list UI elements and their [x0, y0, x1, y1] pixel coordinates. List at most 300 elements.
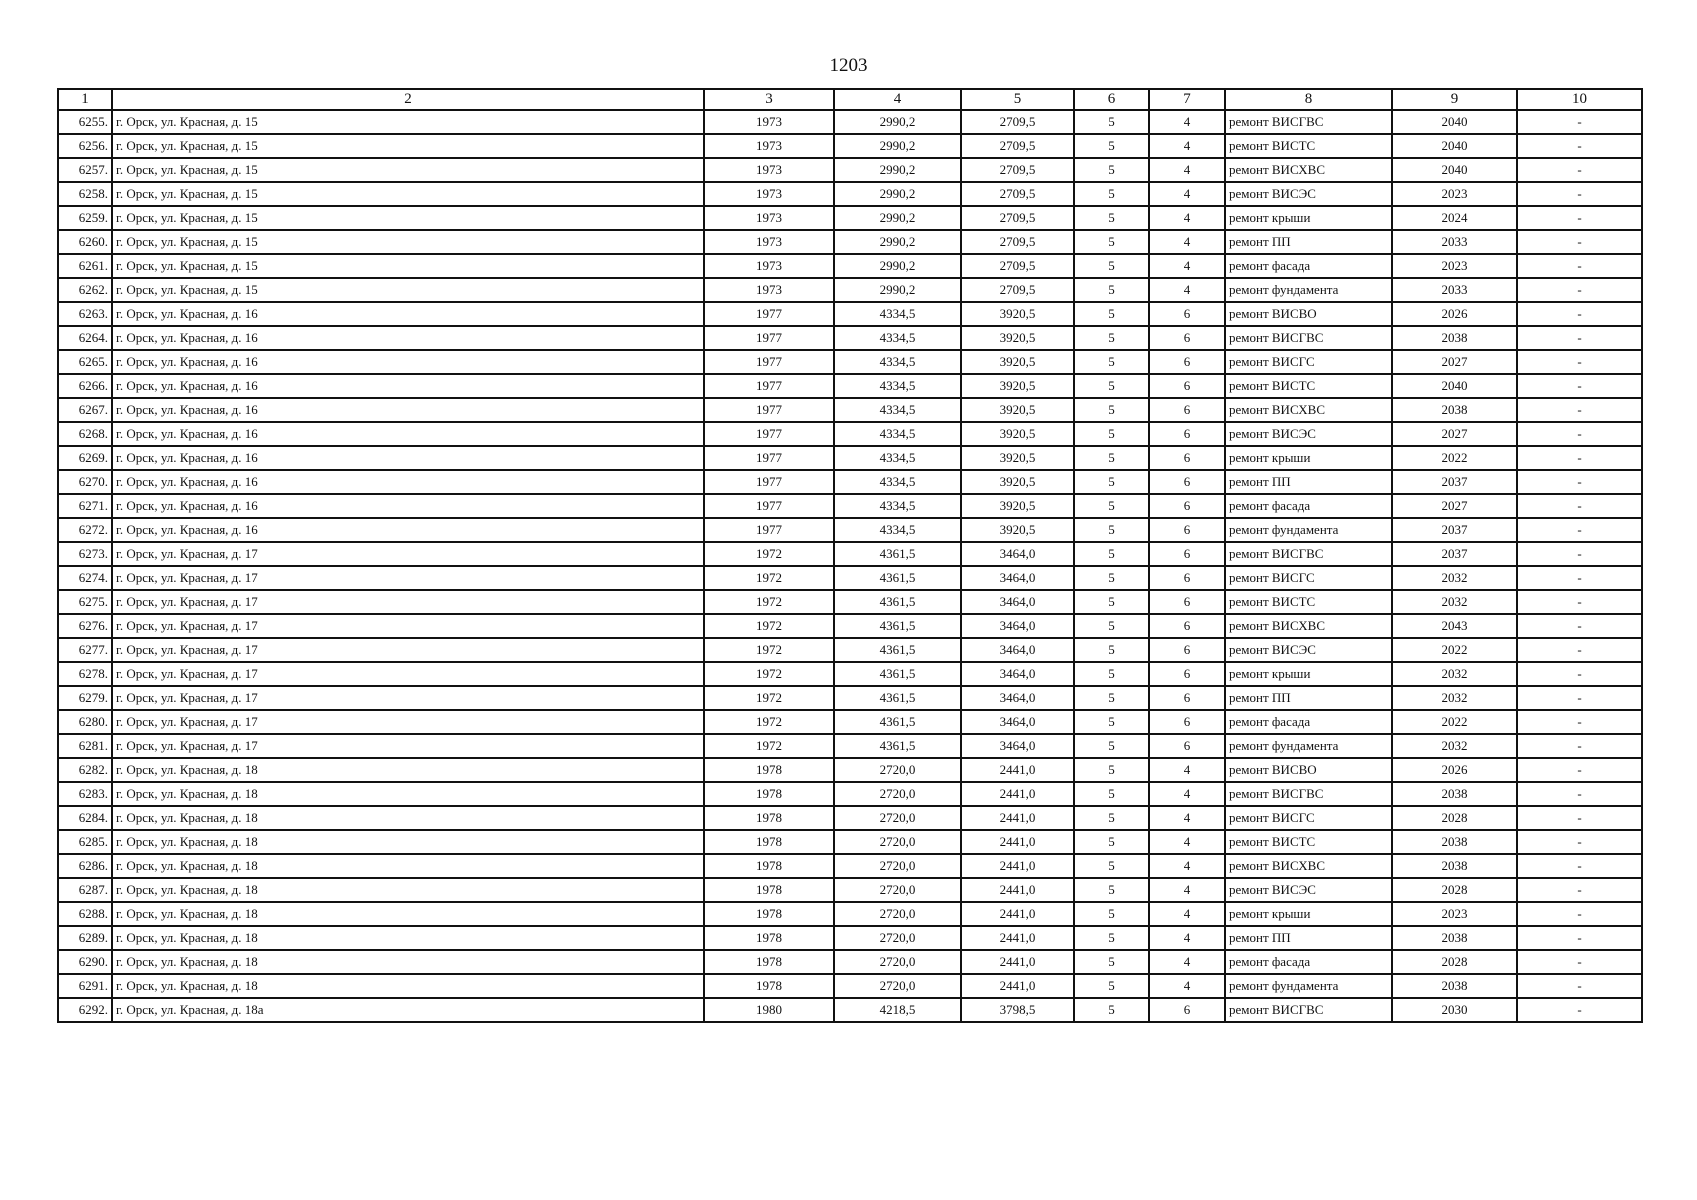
cell-year-built: 1977	[704, 302, 834, 326]
cell-living-area: 2441,0	[961, 950, 1074, 974]
cell-work-type: ремонт ВИСХВС	[1225, 158, 1392, 182]
cell-floors: 5	[1074, 662, 1149, 686]
cell-entrances: 4	[1149, 182, 1225, 206]
cell-total-area: 4361,5	[834, 662, 961, 686]
cell-year-built: 1972	[704, 590, 834, 614]
table-row	[58, 518, 1642, 542]
cell-row-number: 6273.	[58, 542, 112, 566]
cell-planned-year: 2033	[1392, 230, 1517, 254]
cell-total-area: 4334,5	[834, 350, 961, 374]
table-row	[58, 854, 1642, 878]
cell-planned-year: 2040	[1392, 110, 1517, 134]
cell-work-type: ремонт фундамента	[1225, 974, 1392, 998]
cell-entrances: 4	[1149, 206, 1225, 230]
cell-total-area: 4218,5	[834, 998, 961, 1022]
cell-note: -	[1517, 278, 1642, 302]
cell-note: -	[1517, 398, 1642, 422]
cell-row-number: 6264.	[58, 326, 112, 350]
cell-floors: 5	[1074, 782, 1149, 806]
cell-year-built: 1972	[704, 638, 834, 662]
cell-year-built: 1977	[704, 446, 834, 470]
cell-year-built: 1977	[704, 374, 834, 398]
cell-address: г. Орск, ул. Красная, д. 16	[112, 398, 704, 422]
cell-note: -	[1517, 662, 1642, 686]
cell-work-type: ремонт ПП	[1225, 926, 1392, 950]
cell-address: г. Орск, ул. Красная, д. 17	[112, 590, 704, 614]
cell-planned-year: 2023	[1392, 254, 1517, 278]
cell-entrances: 6	[1149, 614, 1225, 638]
cell-work-type: ремонт крыши	[1225, 446, 1392, 470]
column-header-10: 10	[1517, 89, 1642, 110]
cell-total-area: 2990,2	[834, 134, 961, 158]
cell-address: г. Орск, ул. Красная, д. 15	[112, 134, 704, 158]
cell-entrances: 6	[1149, 662, 1225, 686]
cell-year-built: 1977	[704, 422, 834, 446]
cell-row-number: 6275.	[58, 590, 112, 614]
cell-entrances: 6	[1149, 686, 1225, 710]
cell-living-area: 2441,0	[961, 902, 1074, 926]
cell-work-type: ремонт ВИСГС	[1225, 806, 1392, 830]
cell-planned-year: 2024	[1392, 206, 1517, 230]
cell-year-built: 1973	[704, 278, 834, 302]
cell-year-built: 1978	[704, 878, 834, 902]
cell-work-type: ремонт фасада	[1225, 494, 1392, 518]
cell-entrances: 4	[1149, 830, 1225, 854]
cell-address: г. Орск, ул. Красная, д. 16	[112, 302, 704, 326]
cell-note: -	[1517, 758, 1642, 782]
cell-row-number: 6280.	[58, 710, 112, 734]
cell-entrances: 6	[1149, 302, 1225, 326]
cell-address: г. Орск, ул. Красная, д. 16	[112, 518, 704, 542]
table-row	[58, 374, 1642, 398]
table-row	[58, 782, 1642, 806]
cell-note: -	[1517, 422, 1642, 446]
column-header-4: 4	[834, 89, 961, 110]
cell-floors: 5	[1074, 902, 1149, 926]
cell-living-area: 3464,0	[961, 662, 1074, 686]
cell-work-type: ремонт крыши	[1225, 902, 1392, 926]
cell-work-type: ремонт ВИСТС	[1225, 134, 1392, 158]
cell-planned-year: 2038	[1392, 782, 1517, 806]
cell-entrances: 4	[1149, 254, 1225, 278]
cell-living-area: 2709,5	[961, 278, 1074, 302]
cell-work-type: ремонт фасада	[1225, 254, 1392, 278]
cell-address: г. Орск, ул. Красная, д. 18	[112, 830, 704, 854]
cell-address: г. Орск, ул. Красная, д. 18а	[112, 998, 704, 1022]
cell-note: -	[1517, 494, 1642, 518]
cell-floors: 5	[1074, 494, 1149, 518]
cell-work-type: ремонт фундамента	[1225, 518, 1392, 542]
cell-address: г. Орск, ул. Красная, д. 17	[112, 566, 704, 590]
cell-address: г. Орск, ул. Красная, д. 18	[112, 854, 704, 878]
table-row	[58, 878, 1642, 902]
cell-living-area: 3920,5	[961, 326, 1074, 350]
cell-entrances: 6	[1149, 374, 1225, 398]
cell-living-area: 3798,5	[961, 998, 1074, 1022]
cell-living-area: 3920,5	[961, 422, 1074, 446]
cell-total-area: 2720,0	[834, 806, 961, 830]
cell-note: -	[1517, 878, 1642, 902]
cell-entrances: 4	[1149, 854, 1225, 878]
cell-work-type: ремонт фундамента	[1225, 734, 1392, 758]
cell-work-type: ремонт ВИСТС	[1225, 830, 1392, 854]
table-row	[58, 926, 1642, 950]
cell-address: г. Орск, ул. Красная, д. 17	[112, 542, 704, 566]
cell-planned-year: 2027	[1392, 494, 1517, 518]
cell-living-area: 3464,0	[961, 614, 1074, 638]
cell-entrances: 6	[1149, 638, 1225, 662]
cell-address: г. Орск, ул. Красная, д. 15	[112, 254, 704, 278]
cell-note: -	[1517, 182, 1642, 206]
cell-planned-year: 2027	[1392, 422, 1517, 446]
cell-year-built: 1978	[704, 854, 834, 878]
cell-total-area: 2720,0	[834, 950, 961, 974]
cell-living-area: 2441,0	[961, 758, 1074, 782]
cell-year-built: 1977	[704, 326, 834, 350]
cell-planned-year: 2038	[1392, 974, 1517, 998]
cell-note: -	[1517, 614, 1642, 638]
column-header-1: 1	[58, 89, 112, 110]
cell-entrances: 6	[1149, 326, 1225, 350]
cell-address: г. Орск, ул. Красная, д. 16	[112, 350, 704, 374]
cell-work-type: ремонт ПП	[1225, 686, 1392, 710]
cell-living-area: 2709,5	[961, 134, 1074, 158]
cell-total-area: 4361,5	[834, 710, 961, 734]
cell-living-area: 3920,5	[961, 350, 1074, 374]
cell-living-area: 2709,5	[961, 206, 1074, 230]
cell-living-area: 2709,5	[961, 182, 1074, 206]
cell-entrances: 4	[1149, 902, 1225, 926]
cell-entrances: 4	[1149, 878, 1225, 902]
cell-planned-year: 2037	[1392, 470, 1517, 494]
cell-work-type: ремонт крыши	[1225, 206, 1392, 230]
cell-row-number: 6260.	[58, 230, 112, 254]
repair-schedule-table	[57, 88, 1643, 1023]
cell-entrances: 4	[1149, 134, 1225, 158]
cell-note: -	[1517, 206, 1642, 230]
cell-work-type: ремонт фундамента	[1225, 278, 1392, 302]
cell-year-built: 1978	[704, 950, 834, 974]
cell-work-type: ремонт крыши	[1225, 662, 1392, 686]
cell-total-area: 4334,5	[834, 494, 961, 518]
cell-living-area: 3920,5	[961, 518, 1074, 542]
cell-floors: 5	[1074, 566, 1149, 590]
cell-year-built: 1978	[704, 782, 834, 806]
cell-total-area: 2990,2	[834, 206, 961, 230]
cell-floors: 5	[1074, 734, 1149, 758]
cell-row-number: 6258.	[58, 182, 112, 206]
cell-note: -	[1517, 446, 1642, 470]
cell-note: -	[1517, 470, 1642, 494]
cell-row-number: 6287.	[58, 878, 112, 902]
cell-address: г. Орск, ул. Красная, д. 18	[112, 782, 704, 806]
cell-planned-year: 2026	[1392, 302, 1517, 326]
cell-planned-year: 2037	[1392, 542, 1517, 566]
cell-floors: 5	[1074, 614, 1149, 638]
cell-note: -	[1517, 590, 1642, 614]
cell-floors: 5	[1074, 230, 1149, 254]
table-row	[58, 158, 1642, 182]
cell-floors: 5	[1074, 542, 1149, 566]
cell-floors: 5	[1074, 278, 1149, 302]
cell-planned-year: 2023	[1392, 182, 1517, 206]
cell-note: -	[1517, 806, 1642, 830]
cell-year-built: 1972	[704, 662, 834, 686]
cell-row-number: 6261.	[58, 254, 112, 278]
cell-living-area: 2441,0	[961, 782, 1074, 806]
table-row	[58, 806, 1642, 830]
cell-row-number: 6266.	[58, 374, 112, 398]
cell-note: -	[1517, 950, 1642, 974]
cell-planned-year: 2030	[1392, 998, 1517, 1022]
table-row	[58, 974, 1642, 998]
cell-entrances: 6	[1149, 566, 1225, 590]
table-row	[58, 110, 1642, 134]
cell-row-number: 6257.	[58, 158, 112, 182]
cell-row-number: 6283.	[58, 782, 112, 806]
cell-floors: 5	[1074, 830, 1149, 854]
cell-total-area: 2990,2	[834, 278, 961, 302]
cell-row-number: 6267.	[58, 398, 112, 422]
column-header-7: 7	[1149, 89, 1225, 110]
cell-entrances: 6	[1149, 350, 1225, 374]
cell-work-type: ремонт ВИСТС	[1225, 590, 1392, 614]
table-row	[58, 614, 1642, 638]
cell-floors: 5	[1074, 182, 1149, 206]
cell-row-number: 6284.	[58, 806, 112, 830]
cell-living-area: 3464,0	[961, 590, 1074, 614]
table-row	[58, 662, 1642, 686]
cell-row-number: 6286.	[58, 854, 112, 878]
column-header-6: 6	[1074, 89, 1149, 110]
cell-total-area: 2720,0	[834, 902, 961, 926]
cell-planned-year: 2028	[1392, 950, 1517, 974]
table-row	[58, 542, 1642, 566]
cell-note: -	[1517, 254, 1642, 278]
cell-note: -	[1517, 734, 1642, 758]
cell-note: -	[1517, 350, 1642, 374]
cell-floors: 5	[1074, 998, 1149, 1022]
cell-entrances: 4	[1149, 782, 1225, 806]
cell-row-number: 6291.	[58, 974, 112, 998]
cell-floors: 5	[1074, 350, 1149, 374]
cell-total-area: 4334,5	[834, 326, 961, 350]
table-row	[58, 830, 1642, 854]
cell-entrances: 4	[1149, 758, 1225, 782]
column-header-5: 5	[961, 89, 1074, 110]
cell-total-area: 2990,2	[834, 158, 961, 182]
cell-note: -	[1517, 302, 1642, 326]
cell-work-type: ремонт ВИСГВС	[1225, 542, 1392, 566]
cell-living-area: 3464,0	[961, 542, 1074, 566]
cell-work-type: ремонт фасада	[1225, 710, 1392, 734]
cell-floors: 5	[1074, 206, 1149, 230]
table-row	[58, 278, 1642, 302]
cell-entrances: 6	[1149, 518, 1225, 542]
cell-year-built: 1978	[704, 926, 834, 950]
cell-row-number: 6281.	[58, 734, 112, 758]
cell-living-area: 3920,5	[961, 302, 1074, 326]
page-number: 1203	[829, 55, 868, 76]
cell-planned-year: 2037	[1392, 518, 1517, 542]
cell-note: -	[1517, 926, 1642, 950]
cell-row-number: 6278.	[58, 662, 112, 686]
cell-row-number: 6289.	[58, 926, 112, 950]
cell-note: -	[1517, 686, 1642, 710]
cell-work-type: ремонт ВИСГС	[1225, 566, 1392, 590]
cell-total-area: 4334,5	[834, 518, 961, 542]
cell-row-number: 6271.	[58, 494, 112, 518]
cell-floors: 5	[1074, 374, 1149, 398]
cell-row-number: 6263.	[58, 302, 112, 326]
cell-year-built: 1977	[704, 518, 834, 542]
table-row	[58, 638, 1642, 662]
cell-total-area: 4334,5	[834, 374, 961, 398]
cell-year-built: 1972	[704, 734, 834, 758]
cell-living-area: 2709,5	[961, 158, 1074, 182]
table-row	[58, 686, 1642, 710]
cell-row-number: 6279.	[58, 686, 112, 710]
cell-floors: 5	[1074, 110, 1149, 134]
cell-year-built: 1977	[704, 350, 834, 374]
cell-work-type: ремонт ВИСХВС	[1225, 614, 1392, 638]
cell-address: г. Орск, ул. Красная, д. 16	[112, 470, 704, 494]
cell-note: -	[1517, 134, 1642, 158]
cell-work-type: ремонт ВИСТС	[1225, 374, 1392, 398]
cell-planned-year: 2032	[1392, 662, 1517, 686]
cell-note: -	[1517, 710, 1642, 734]
cell-entrances: 6	[1149, 998, 1225, 1022]
cell-row-number: 6276.	[58, 614, 112, 638]
cell-living-area: 2441,0	[961, 974, 1074, 998]
cell-year-built: 1980	[704, 998, 834, 1022]
cell-planned-year: 2040	[1392, 134, 1517, 158]
table-row	[58, 590, 1642, 614]
cell-address: г. Орск, ул. Красная, д. 15	[112, 278, 704, 302]
cell-work-type: ремонт ВИСВО	[1225, 302, 1392, 326]
cell-entrances: 4	[1149, 926, 1225, 950]
cell-living-area: 2441,0	[961, 878, 1074, 902]
cell-note: -	[1517, 110, 1642, 134]
cell-row-number: 6277.	[58, 638, 112, 662]
cell-work-type: ремонт ПП	[1225, 230, 1392, 254]
cell-work-type: ремонт ВИСГВС	[1225, 998, 1392, 1022]
cell-year-built: 1973	[704, 254, 834, 278]
cell-note: -	[1517, 326, 1642, 350]
cell-address: г. Орск, ул. Красная, д. 16	[112, 422, 704, 446]
table-row	[58, 902, 1642, 926]
cell-total-area: 2720,0	[834, 782, 961, 806]
cell-total-area: 4361,5	[834, 614, 961, 638]
cell-address: г. Орск, ул. Красная, д. 18	[112, 950, 704, 974]
cell-note: -	[1517, 638, 1642, 662]
table-body	[58, 110, 1642, 1022]
cell-total-area: 2990,2	[834, 230, 961, 254]
cell-address: г. Орск, ул. Красная, д. 17	[112, 686, 704, 710]
cell-living-area: 2441,0	[961, 830, 1074, 854]
cell-living-area: 3464,0	[961, 566, 1074, 590]
cell-address: г. Орск, ул. Красная, д. 18	[112, 974, 704, 998]
cell-living-area: 3464,0	[961, 638, 1074, 662]
cell-year-built: 1978	[704, 806, 834, 830]
cell-work-type: ремонт ВИСВО	[1225, 758, 1392, 782]
cell-year-built: 1973	[704, 110, 834, 134]
cell-year-built: 1973	[704, 230, 834, 254]
cell-total-area: 2720,0	[834, 830, 961, 854]
column-header-3: 3	[704, 89, 834, 110]
cell-note: -	[1517, 782, 1642, 806]
cell-planned-year: 2032	[1392, 590, 1517, 614]
cell-total-area: 2990,2	[834, 182, 961, 206]
cell-row-number: 6268.	[58, 422, 112, 446]
cell-year-built: 1973	[704, 158, 834, 182]
cell-row-number: 6259.	[58, 206, 112, 230]
cell-year-built: 1972	[704, 542, 834, 566]
cell-row-number: 6262.	[58, 278, 112, 302]
table-row	[58, 758, 1642, 782]
column-header-2: 2	[112, 89, 704, 110]
cell-entrances: 4	[1149, 806, 1225, 830]
cell-planned-year: 2038	[1392, 326, 1517, 350]
cell-address: г. Орск, ул. Красная, д. 18	[112, 758, 704, 782]
cell-work-type: ремонт ВИСЭС	[1225, 878, 1392, 902]
cell-row-number: 6274.	[58, 566, 112, 590]
cell-planned-year: 2022	[1392, 446, 1517, 470]
cell-entrances: 4	[1149, 950, 1225, 974]
cell-entrances: 4	[1149, 230, 1225, 254]
cell-address: г. Орск, ул. Красная, д. 18	[112, 902, 704, 926]
cell-entrances: 6	[1149, 734, 1225, 758]
cell-living-area: 3464,0	[961, 686, 1074, 710]
cell-planned-year: 2027	[1392, 350, 1517, 374]
cell-floors: 5	[1074, 134, 1149, 158]
cell-floors: 5	[1074, 446, 1149, 470]
cell-planned-year: 2032	[1392, 686, 1517, 710]
table-row	[58, 302, 1642, 326]
cell-year-built: 1978	[704, 974, 834, 998]
cell-total-area: 4361,5	[834, 542, 961, 566]
cell-total-area: 4334,5	[834, 470, 961, 494]
cell-row-number: 6290.	[58, 950, 112, 974]
cell-living-area: 3920,5	[961, 374, 1074, 398]
table-row	[58, 326, 1642, 350]
cell-note: -	[1517, 542, 1642, 566]
cell-work-type: ремонт ВИСЭС	[1225, 182, 1392, 206]
cell-row-number: 6265.	[58, 350, 112, 374]
cell-row-number: 6282.	[58, 758, 112, 782]
table-row	[58, 350, 1642, 374]
table-row	[58, 710, 1642, 734]
cell-floors: 5	[1074, 710, 1149, 734]
cell-planned-year: 2040	[1392, 158, 1517, 182]
cell-address: г. Орск, ул. Красная, д. 18	[112, 878, 704, 902]
cell-note: -	[1517, 854, 1642, 878]
cell-address: г. Орск, ул. Красная, д. 15	[112, 158, 704, 182]
cell-floors: 5	[1074, 878, 1149, 902]
cell-address: г. Орск, ул. Красная, д. 16	[112, 494, 704, 518]
cell-entrances: 4	[1149, 110, 1225, 134]
cell-address: г. Орск, ул. Красная, д. 18	[112, 926, 704, 950]
cell-living-area: 3920,5	[961, 398, 1074, 422]
cell-planned-year: 2038	[1392, 854, 1517, 878]
cell-planned-year: 2023	[1392, 902, 1517, 926]
cell-year-built: 1978	[704, 830, 834, 854]
cell-address: г. Орск, ул. Красная, д. 15	[112, 110, 704, 134]
cell-entrances: 4	[1149, 278, 1225, 302]
cell-row-number: 6285.	[58, 830, 112, 854]
table-row	[58, 998, 1642, 1022]
cell-row-number: 6272.	[58, 518, 112, 542]
